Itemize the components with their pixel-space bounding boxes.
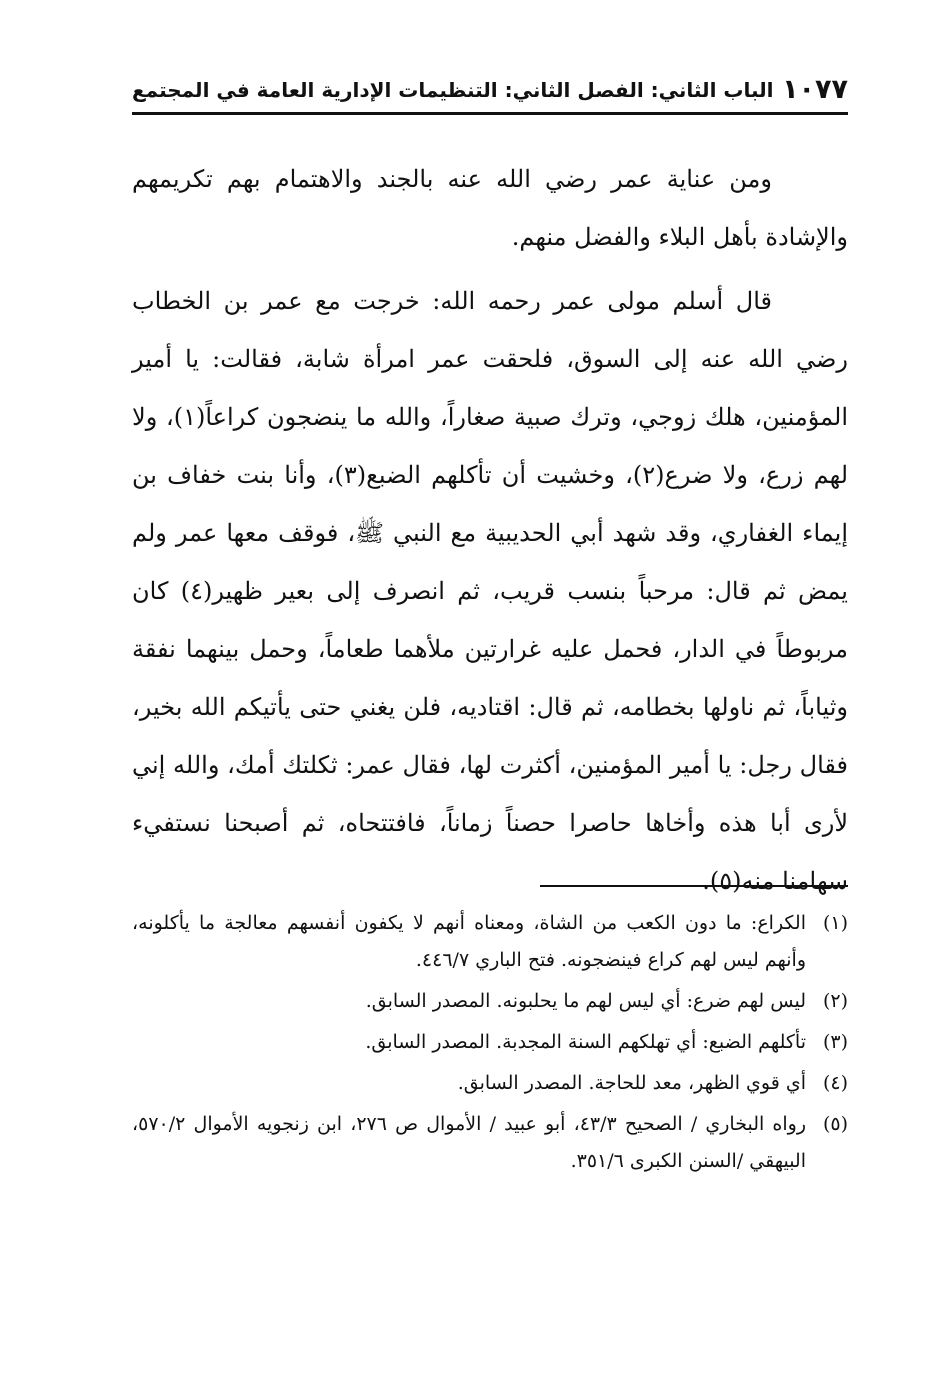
footnotes [132, 905, 848, 1184]
footnote-number: (٢) [822, 990, 848, 1012]
footnote-text: ليس لهم ضرع: أي ليس لهم ما يحلبونه. المصدر السابق. [365, 990, 806, 1012]
footnote-number: (٥) [822, 1113, 848, 1135]
paragraph-intro: ومن عناية عمر رضي الله عنه بالجند والاهتمام بهم تكريمهم والإشادة بأهل البلاء والفضل منهم. [132, 165, 848, 251]
footnote-item [132, 905, 848, 979]
footnote-item [132, 1024, 848, 1061]
running-title: الباب الثاني: الفصل الثاني: التنظيمات الإدارية العامة في المجتمع [132, 78, 774, 102]
page-number: ١٠٧٧ [782, 74, 848, 105]
main-text [132, 150, 848, 910]
footnote-item [132, 1106, 848, 1180]
footnote-number: (٣) [822, 1031, 848, 1053]
footnote-item [132, 1065, 848, 1102]
footnote-text: الكراع: ما دون الكعب من الشاة، ومعناه أنهم لا يكفون أنفسهم معالجة ما يأكلونه، وأنهم ليس لهم كراع فينضجونه. فتح الباري ٤٤٦/٧. [132, 912, 806, 971]
footnote-number: (٤) [822, 1072, 848, 1094]
footnote-number: (١) [822, 912, 848, 934]
footnote-text: رواه البخاري / الصحيح ٤٣/٣، أبو عبيد / الأموال ص ٢٧٦، ابن زنجويه الأموال ٥٧٠/٢، البيهقي /السنن الكبرى ٣٥١/٦. [132, 1113, 807, 1172]
footnote-separator [540, 885, 848, 887]
footnote-item [132, 983, 848, 1020]
footnote-text: أي قوي الظهر، معد للحاجة. المصدر السابق. [457, 1072, 806, 1094]
paragraph-aslam-narration: قال أسلم مولى عمر رحمه الله: خرجت مع عمر بن الخطاب رضي الله عنه إلى السوق، فلحقت عمر امرأة شابة، فقالت: يا أمير المؤمنين، هلك زوجي، وترك صبية صغاراً، والله ما ينضجون كراعاً(١)، ولا لهم زرع، ولا ضرع(٢)، وخشيت أن تأكلهم الضبع(٣)، وأنا بنت خفاف بن إيماء الغفاري، وقد شهد أبي الحديبية مع النبي ﷺ، فوقف معها عمر ولم يمض ثم قال: مرحباً بنسب قريب، ثم انصرف إلى بعير ظهير(٤) كان مربوطاً في الدار، فحمل عليه غرارتين ملأهما طعاماً، وحمل بينهما نفقة وثياباً، ثم ناولها بخطامه، ثم قال: اقتاديه، فلن يغني حتى يأتيكم الله بخير، فقال رجل: يا أمير المؤمنين، أكثرت لها، فقال عمر: ثكلتك أمك، والله إني لأرى أبا هذه وأخاها حاصرا حصناً زماناً، فافتتحاه، ثم أصبحنا نستفيء سهامنا منه(٥). [132, 287, 849, 895]
header-rule [132, 112, 848, 115]
footnote-text: تأكلهم الضبع: أي تهلكهم السنة المجدبة. المصدر السابق. [365, 1031, 806, 1053]
page-header [132, 72, 848, 108]
